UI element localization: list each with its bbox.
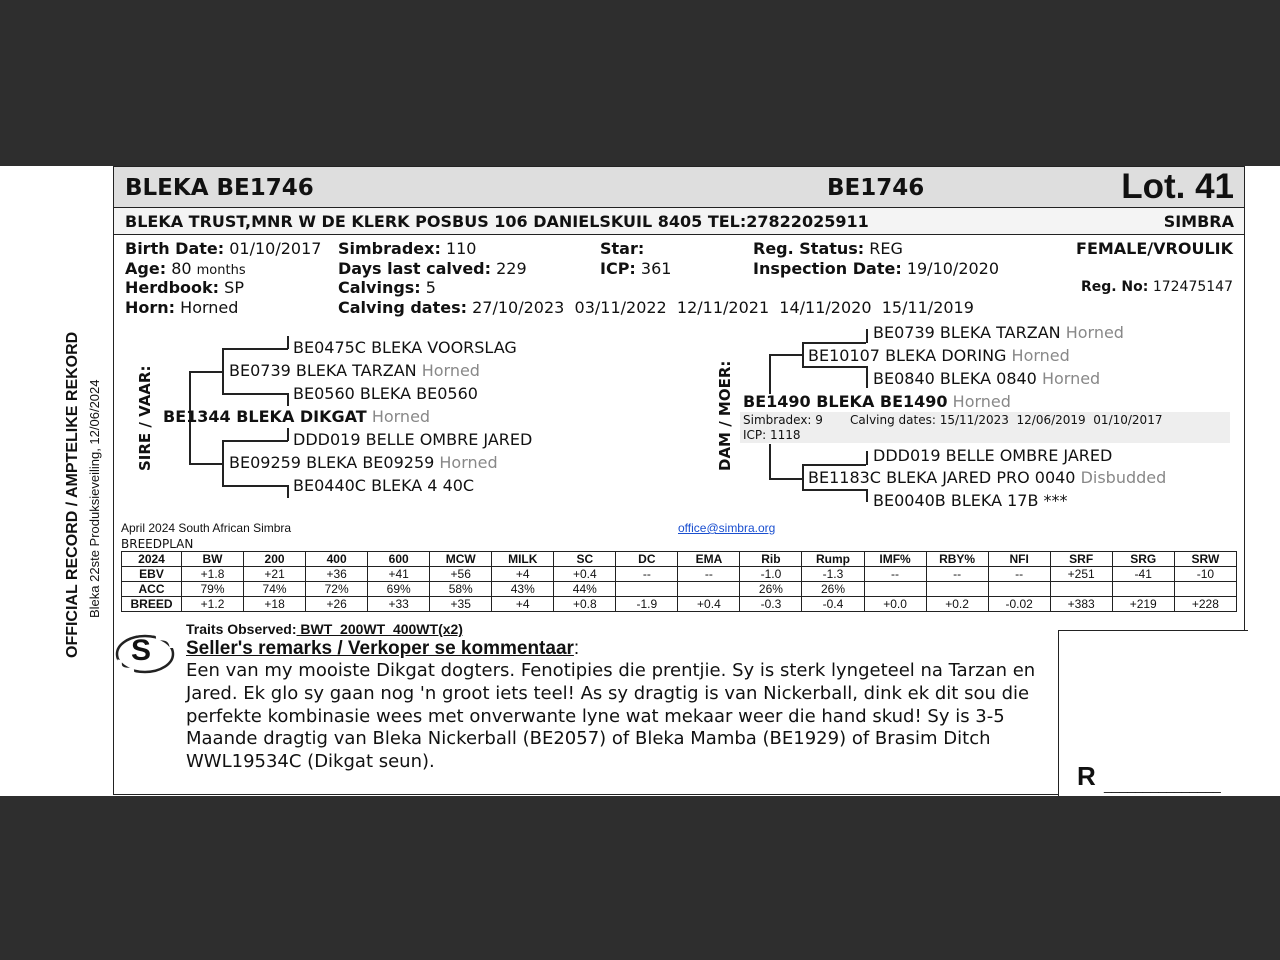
dam-dam: BE1183C BLEKA JARED PRO 0040 Disbudded [808, 468, 1167, 487]
breedplan-cell: +1.8 [182, 567, 244, 582]
breedplan-cell: -1.9 [616, 597, 678, 612]
dam-info-simbradex: Simbradex: 9 [743, 413, 823, 427]
breedplan-cell: +0.0 [864, 597, 926, 612]
dam-info-calving: Calving dates: 15/11/2023 12/06/2019 01/10/2017 [850, 413, 1163, 427]
detail-sex: FEMALE/VROULIK [1076, 239, 1233, 258]
breed-name: SIMBRA [1163, 212, 1234, 231]
breedplan-table [121, 551, 1237, 612]
simbra-logo [114, 632, 176, 676]
breedplan-col-header: DC [616, 552, 678, 567]
breedplan-col-header: 600 [368, 552, 430, 567]
detail-simbradex: Simbradex: 110 [338, 239, 477, 258]
breedplan-col-header: Rib [740, 552, 802, 567]
breedplan-cell: -- [864, 567, 926, 582]
breedplan-cell: 74% [244, 582, 306, 597]
breedplan-col-header: IMF% [864, 552, 926, 567]
dam-sire-dam: BE0840 BLEKA 0840 Horned [873, 369, 1101, 388]
breedplan-cell [616, 582, 678, 597]
breedplan-col-header: SRF [1050, 552, 1112, 567]
lot-number: Lot. 41 [1121, 167, 1234, 206]
breedplan-cell: +219 [1112, 597, 1174, 612]
breedplan-col-header: MILK [492, 552, 554, 567]
breedplan-cell: -10 [1174, 567, 1236, 582]
breedplan-cell: -41 [1112, 567, 1174, 582]
breedplan-cell: +26 [306, 597, 368, 612]
breedplan-cell: +33 [368, 597, 430, 612]
breedplan-cell: -- [616, 567, 678, 582]
breedplan-cell [988, 582, 1050, 597]
traits-observed: Traits Observed: BWT 200WT 400WT(x2) [186, 621, 463, 637]
breedplan-cell: +228 [1174, 597, 1236, 612]
breedplan-cell [1174, 582, 1236, 597]
breedplan-col-header: SRG [1112, 552, 1174, 567]
breedplan-col-header: 400 [306, 552, 368, 567]
breedplan-cell: +4 [492, 567, 554, 582]
breedplan-cell: +35 [430, 597, 492, 612]
dam-info-icp: ICP: 1118 [743, 428, 801, 442]
breedplan-col-header: 200 [244, 552, 306, 567]
breedplan-cell: +0.4 [678, 597, 740, 612]
breedplan-col-header: NFI [988, 552, 1050, 567]
detail-calving-dates: Calving dates: 27/10/2023 03/11/2022 12/11/2021 14/11/2020 15/11/2019 [338, 298, 974, 317]
card-header [114, 166, 1244, 208]
detail-days-last-calved: Days last calved: 229 [338, 259, 527, 278]
dam-sire-sire: BE0739 BLEKA TARZAN Horned [873, 323, 1124, 342]
breedplan-cell: -- [678, 567, 740, 582]
detail-icp: ICP: 361 [600, 259, 672, 278]
breedplan-acc-row [122, 582, 1237, 597]
breedplan-cell: -1.0 [740, 567, 802, 582]
breedplan-cell [926, 582, 988, 597]
sire-dam-sire: DDD019 BELLE OMBRE JARED [293, 430, 533, 449]
breedplan-row-label: EBV [122, 567, 182, 582]
breedplan-header-row [122, 552, 1237, 567]
breedplan-cell: 58% [430, 582, 492, 597]
breedplan-cell: -- [926, 567, 988, 582]
breedplan-col-header: BW [182, 552, 244, 567]
breedplan-title: BREEDPLAN [121, 537, 194, 551]
breedplan-cell: 72% [306, 582, 368, 597]
remarks-heading: Seller's remarks / Verkoper se kommentaar: [186, 638, 580, 659]
breedplan-cell [678, 582, 740, 597]
detail-reg-no: Reg. No: 172475147 [1080, 279, 1233, 295]
simbra-logo-letter: S [131, 634, 152, 667]
dam-label: DAM / MOER: [716, 360, 734, 471]
detail-star: Star: [600, 239, 645, 258]
breedplan-cell: -- [988, 567, 1050, 582]
sire-name: BE1344 BLEKA DIKGAT Horned [163, 407, 431, 426]
sire-sire-sire: BE0475C BLEKA VOORSLAG [293, 338, 517, 357]
breedplan-col-header: SC [554, 552, 616, 567]
breedplan-cell: -0.02 [988, 597, 1050, 612]
breedplan-cell: +41 [368, 567, 430, 582]
breedplan-email[interactable]: office@simbra.org [678, 521, 776, 535]
detail-inspection-date: Inspection Date: 19/10/2020 [753, 259, 1000, 278]
detail-horn: Horn: Horned [125, 298, 239, 317]
breedplan-cell [864, 582, 926, 597]
price-box [1058, 630, 1248, 796]
dam-dam-sire: DDD019 BELLE OMBRE JARED [873, 446, 1113, 465]
detail-age: Age: 80 months [125, 259, 246, 278]
sire-sire-dam: BE0560 BLEKA BE0560 [293, 384, 478, 403]
breedplan-cell: +1.2 [182, 597, 244, 612]
breedplan-cell: +0.8 [554, 597, 616, 612]
sire-dam-dam: BE0440C BLEKA 4 40C [293, 476, 475, 495]
detail-reg-status: Reg. Status: REG [753, 239, 903, 258]
detail-birth-date: Birth Date: 01/10/2017 [125, 239, 322, 258]
breedplan-col-header: 2024 [122, 552, 182, 567]
animal-id: BE1746 [827, 175, 925, 201]
breedplan-col-header: RBY% [926, 552, 988, 567]
breedplan-col-header: Rump [802, 552, 864, 567]
breedplan-cell: 26% [802, 582, 864, 597]
breedplan-cell: 79% [182, 582, 244, 597]
breedplan-cell: +4 [492, 597, 554, 612]
breedplan-cell: -0.3 [740, 597, 802, 612]
sale-name: Bleka 22ste Produksieveiling, 12/06/2024 [87, 379, 102, 618]
animal-name: BLEKA BE1746 [125, 175, 314, 201]
breedplan-cell: +18 [244, 597, 306, 612]
breedplan-row-label: BREED [122, 597, 182, 612]
breedplan-col-header: EMA [678, 552, 740, 567]
detail-calvings: Calvings: 5 [338, 278, 436, 297]
dam-info-box [740, 412, 1230, 443]
dam-dam-dam: BE0040B BLEKA 17B *** [873, 491, 1068, 510]
sire-label: SIRE / VAAR: [136, 365, 154, 471]
breedplan-row-label: ACC [122, 582, 182, 597]
breedplan-ebv-row [122, 567, 1237, 582]
breedplan-cell: 26% [740, 582, 802, 597]
breedplan-col-header: MCW [430, 552, 492, 567]
dam-name: BE1490 BLEKA BE1490 Horned [743, 392, 1011, 411]
breedplan-cell [1112, 582, 1174, 597]
breedplan-cell [1050, 582, 1112, 597]
breedplan-cell: +21 [244, 567, 306, 582]
breeder-line: BLEKA TRUST,MNR W DE KLERK POSBUS 106 DANIELSKUIL 8405 TEL:27822025911 [125, 212, 869, 231]
breedplan-cell: 69% [368, 582, 430, 597]
breedplan-cell: +36 [306, 567, 368, 582]
price-line[interactable]: _______________ [1104, 777, 1221, 793]
official-record-title: OFFICIAL RECORD / AMPTELIKE REKORD [64, 331, 81, 658]
breedplan-cell: -0.4 [802, 597, 864, 612]
sire-dam: BE09259 BLEKA BE09259 Horned [229, 453, 498, 472]
breedplan-col-header: SRW [1174, 552, 1236, 567]
breedplan-cell: +56 [430, 567, 492, 582]
price-label: R [1077, 761, 1096, 791]
breedplan-cell: +251 [1050, 567, 1112, 582]
breeder-bar [114, 208, 1244, 235]
breedplan-source: April 2024 South African Simbra [121, 521, 292, 535]
sire-sire: BE0739 BLEKA TARZAN Horned [229, 361, 480, 380]
detail-herdbook: Herdbook: SP [125, 278, 244, 297]
breedplan-cell: 43% [492, 582, 554, 597]
breedplan-cell: -1.3 [802, 567, 864, 582]
breedplan-cell: 44% [554, 582, 616, 597]
dam-sire: BE10107 BLEKA DORING Horned [808, 346, 1070, 365]
remarks-text: Een van my mooiste Dikgat dogters. Fenotipies die prentjie. Sy is sterk lyngeteel na Tarzan en Jared. Ek glo sy gaan nog 'n groot iets teel! As sy dragtig is van Nickerball, dink ek dit sou die perfekte kombinasie wees met onverwante lyne wat mekaar weer die hand skud! Sy is 3-5 Maande dragtig van Bleka Nickerball (BE2057) of Bleka Mamba (BE1929) of Brasim Ditch WWL19534C (Dikgat seun). [186, 660, 1036, 773]
breedplan-cell: +383 [1050, 597, 1112, 612]
breedplan-breed-row [122, 597, 1237, 612]
breedplan-cell: +0.4 [554, 567, 616, 582]
breedplan-cell: +0.2 [926, 597, 988, 612]
